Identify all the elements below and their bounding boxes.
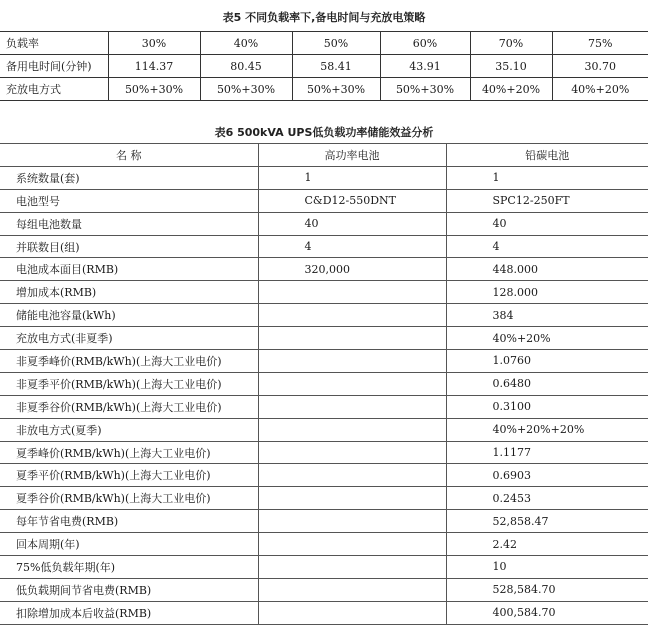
lead-carbon-cell: SPC12-250FT bbox=[446, 189, 648, 212]
lead-carbon-cell: 384 bbox=[446, 304, 648, 327]
column-header-name: 名 称 bbox=[0, 144, 258, 167]
row-name: 扣除增加成本后收益(RMB) bbox=[0, 601, 258, 624]
high-power-cell bbox=[258, 556, 446, 579]
high-power-cell bbox=[258, 281, 446, 304]
table5-caption: 表5 不同负载率下,备电时间与充放电策略 bbox=[222, 11, 426, 24]
table-cell: 114.37 bbox=[108, 55, 200, 78]
lead-carbon-cell: 4 bbox=[446, 235, 648, 258]
row-name: 夏季峰价(RMB/kWh)(上海大工业电价) bbox=[0, 441, 258, 464]
table-cell: 50% bbox=[292, 32, 380, 55]
row-label: 充放电方式 bbox=[0, 78, 108, 101]
table5-backup-time-strategy bbox=[0, 31, 648, 101]
row-name: 并联数目(组) bbox=[0, 235, 258, 258]
row-name: 回本周期(年) bbox=[0, 533, 258, 556]
high-power-cell bbox=[258, 350, 446, 373]
table-row bbox=[0, 464, 648, 487]
row-name: 75%低负载年期(年) bbox=[0, 556, 258, 579]
table6-ups-benefit-analysis bbox=[0, 143, 648, 625]
table-cell: 40%+20% bbox=[552, 78, 648, 101]
row-name: 储能电池容量(kWh) bbox=[0, 304, 258, 327]
table-row bbox=[0, 487, 648, 510]
table-cell: 50%+30% bbox=[380, 78, 470, 101]
lead-carbon-cell: 1.1177 bbox=[446, 441, 648, 464]
high-power-cell: 40 bbox=[258, 212, 446, 235]
row-name: 每组电池数量 bbox=[0, 212, 258, 235]
table-cell: 40% bbox=[200, 32, 292, 55]
lead-carbon-cell: 1 bbox=[446, 166, 648, 189]
table-cell: 30% bbox=[108, 32, 200, 55]
table-cell: 43.91 bbox=[380, 55, 470, 78]
table-row bbox=[0, 212, 648, 235]
table-row bbox=[0, 578, 648, 601]
high-power-cell: 1 bbox=[258, 166, 446, 189]
table5-row-charge-mode bbox=[0, 78, 648, 101]
table-row bbox=[0, 166, 648, 189]
lead-carbon-cell: 400,584.70 bbox=[446, 601, 648, 624]
lead-carbon-cell: 128.000 bbox=[446, 281, 648, 304]
table-cell: 70% bbox=[470, 32, 552, 55]
table-row bbox=[0, 304, 648, 327]
table-cell: 58.41 bbox=[292, 55, 380, 78]
table-cell: 35.10 bbox=[470, 55, 552, 78]
high-power-cell bbox=[258, 601, 446, 624]
row-name: 夏季平价(RMB/kWh)(上海大工业电价) bbox=[0, 464, 258, 487]
high-power-cell bbox=[258, 395, 446, 418]
lead-carbon-cell: 40%+20% bbox=[446, 327, 648, 350]
lead-carbon-cell: 0.6903 bbox=[446, 464, 648, 487]
row-name: 低负载期间节省电费(RMB) bbox=[0, 578, 258, 601]
row-name: 非放电方式(夏季) bbox=[0, 418, 258, 441]
lead-carbon-cell: 448.000 bbox=[446, 258, 648, 281]
lead-carbon-cell: 2.42 bbox=[446, 533, 648, 556]
row-name: 夏季谷价(RMB/kWh)(上海大工业电价) bbox=[0, 487, 258, 510]
table-row bbox=[0, 418, 648, 441]
row-name: 非夏季平价(RMB/kWh)(上海大工业电价) bbox=[0, 372, 258, 395]
row-name: 每年节省电费(RMB) bbox=[0, 510, 258, 533]
high-power-cell bbox=[258, 441, 446, 464]
table-row bbox=[0, 235, 648, 258]
lead-carbon-cell: 52,858.47 bbox=[446, 510, 648, 533]
table5-row-load-rate bbox=[0, 32, 648, 55]
high-power-cell: 4 bbox=[258, 235, 446, 258]
high-power-cell: 320,000 bbox=[258, 258, 446, 281]
table-row bbox=[0, 327, 648, 350]
row-name: 系统数量(套) bbox=[0, 166, 258, 189]
row-name: 电池型号 bbox=[0, 189, 258, 212]
table-row bbox=[0, 281, 648, 304]
table-row bbox=[0, 350, 648, 373]
high-power-cell bbox=[258, 418, 446, 441]
table-row bbox=[0, 189, 648, 212]
table-row bbox=[0, 510, 648, 533]
high-power-cell bbox=[258, 327, 446, 350]
row-name: 电池成本面目(RMB) bbox=[0, 258, 258, 281]
column-header-high-power: 高功率电池 bbox=[258, 144, 446, 167]
high-power-cell bbox=[258, 487, 446, 510]
table-row bbox=[0, 395, 648, 418]
high-power-cell: C&D12-550DNT bbox=[258, 189, 446, 212]
table-row bbox=[0, 372, 648, 395]
table-row bbox=[0, 556, 648, 579]
lead-carbon-cell: 0.6480 bbox=[446, 372, 648, 395]
row-name: 充放电方式(非夏季) bbox=[0, 327, 258, 350]
table-row bbox=[0, 601, 648, 624]
lead-carbon-cell: 0.2453 bbox=[446, 487, 648, 510]
column-header-lead-carbon: 铅碳电池 bbox=[446, 144, 648, 167]
row-label: 备用电时间(分钟) bbox=[0, 55, 108, 78]
table-cell: 50%+30% bbox=[108, 78, 200, 101]
table-row bbox=[0, 533, 648, 556]
table-cell: 50%+30% bbox=[292, 78, 380, 101]
table-row bbox=[0, 441, 648, 464]
lead-carbon-cell: 40 bbox=[446, 212, 648, 235]
table6-caption: 表6 500kVA UPS低负载功率储能效益分析 bbox=[214, 126, 434, 139]
row-name: 非夏季峰价(RMB/kWh)(上海大工业电价) bbox=[0, 350, 258, 373]
high-power-cell bbox=[258, 510, 446, 533]
row-label: 负载率 bbox=[0, 32, 108, 55]
lead-carbon-cell: 528,584.70 bbox=[446, 578, 648, 601]
high-power-cell bbox=[258, 578, 446, 601]
lead-carbon-cell: 40%+20%+20% bbox=[446, 418, 648, 441]
table-cell: 50%+30% bbox=[200, 78, 292, 101]
table-cell: 40%+20% bbox=[470, 78, 552, 101]
lead-carbon-cell: 0.3100 bbox=[446, 395, 648, 418]
table-cell: 75% bbox=[552, 32, 648, 55]
lead-carbon-cell: 10 bbox=[446, 556, 648, 579]
table-cell: 80.45 bbox=[200, 55, 292, 78]
lead-carbon-cell: 1.0760 bbox=[446, 350, 648, 373]
table6-header-row bbox=[0, 144, 648, 167]
table-row bbox=[0, 258, 648, 281]
table-cell: 60% bbox=[380, 32, 470, 55]
table5-row-backup-time bbox=[0, 55, 648, 78]
high-power-cell bbox=[258, 464, 446, 487]
high-power-cell bbox=[258, 304, 446, 327]
table-cell: 30.70 bbox=[552, 55, 648, 78]
high-power-cell bbox=[258, 533, 446, 556]
high-power-cell bbox=[258, 372, 446, 395]
row-name: 增加成本(RMB) bbox=[0, 281, 258, 304]
row-name: 非夏季谷价(RMB/kWh)(上海大工业电价) bbox=[0, 395, 258, 418]
